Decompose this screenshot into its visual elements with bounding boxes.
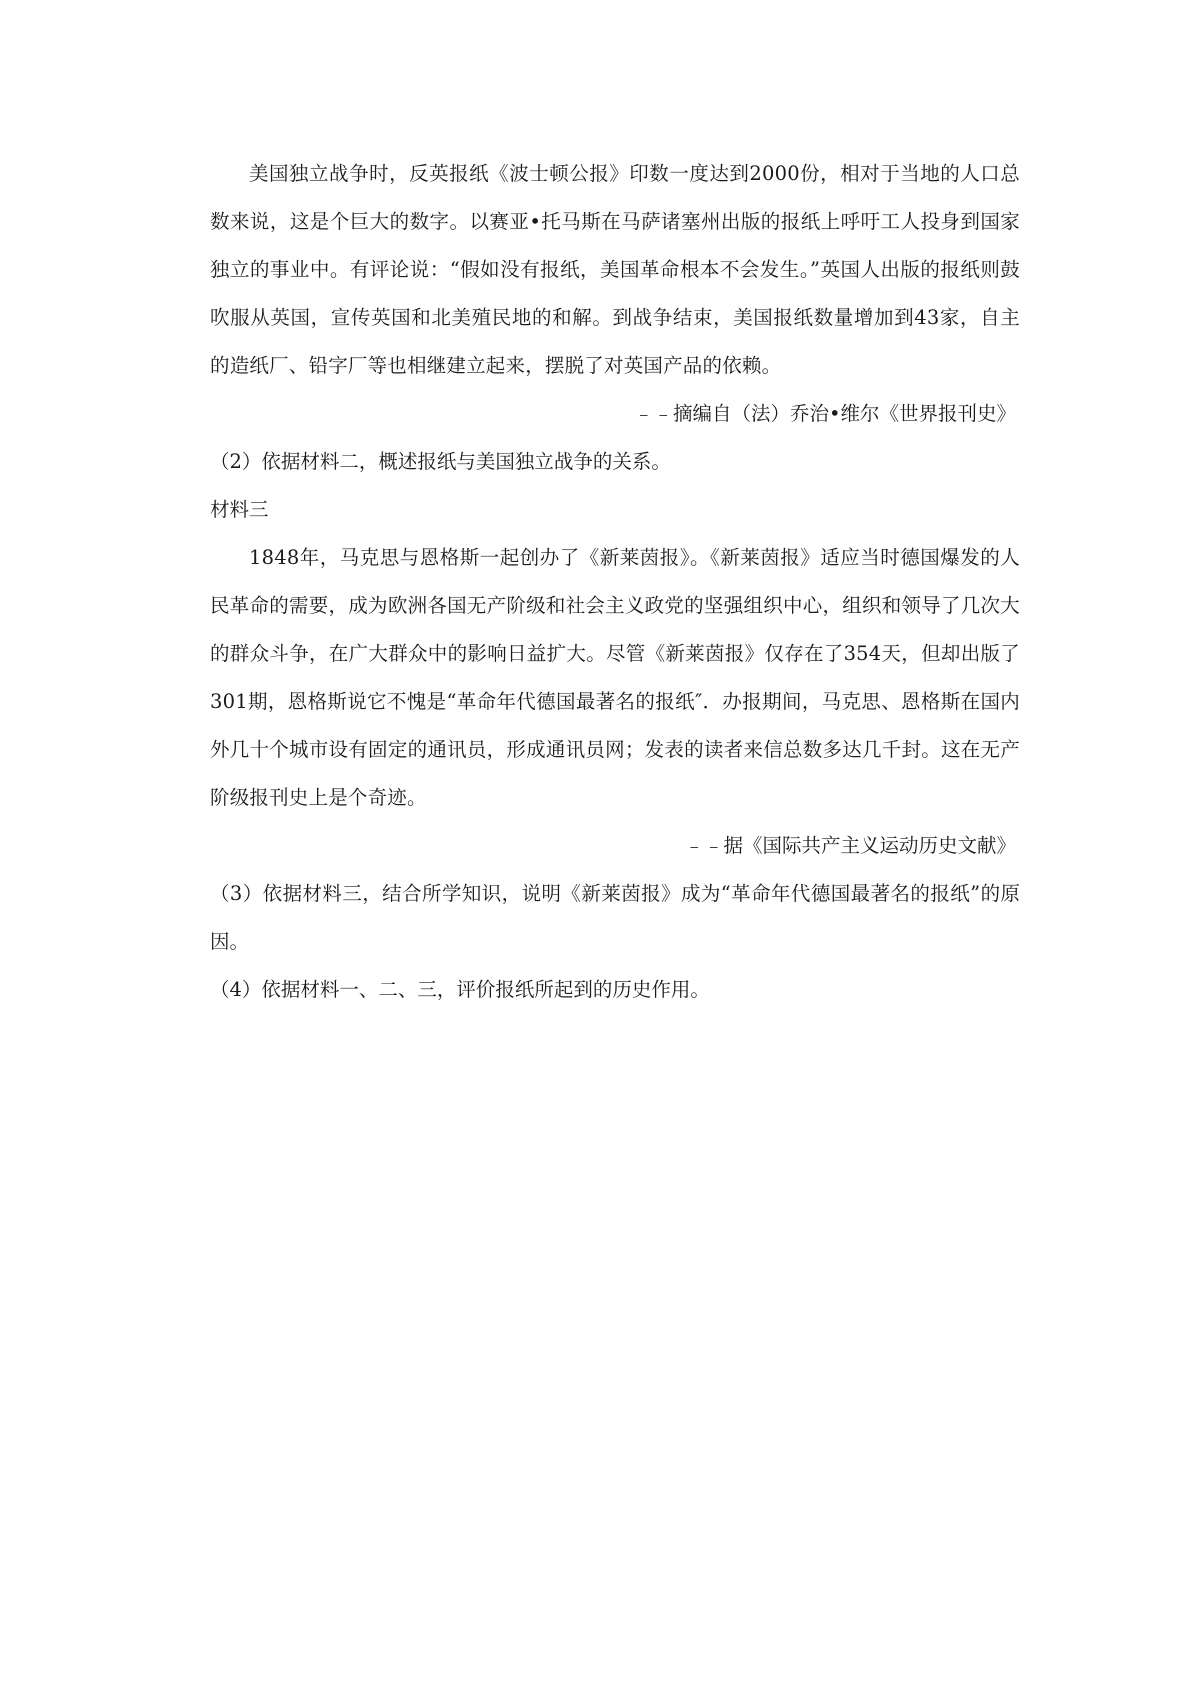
document-body [210,150,1020,1014]
material2-paragraph: 美国独立战争时，反英报纸《波士顿公报》印数一度达到2000份，相对于当地的人口总数来说，这是个巨大的数字。以赛亚•托马斯在马萨诸塞州出版的报纸上呼吁工人投身到国家独立的事业中。有评论说：“假如没有报纸，美国革命根本不会发生。”英国人出版的报纸则鼓吹服从英国，宣传英国和北美殖民地的和解。到战争结束，美国报纸数量增加到43家，自主的造纸厂、铅字厂等也相继建立起来，摆脱了对英国产品的依赖。 [210,162,1020,377]
material2-source: ﹣﹣摘编自（法）乔治•维尔《世界报刊史》 [633,402,1016,425]
question-3: （3）依据材料三，结合所学知识，说明《新莱茵报》成为“革命年代德国最著名的报纸”的原因。 [210,882,1020,953]
material3-paragraph: 1848年，马克思与恩格斯一起创办了《新莱茵报》。《新莱茵报》适应当时德国爆发的人民革命的需要，成为欧洲各国无产阶级和社会主义政党的坚强组织中心，组织和领导了几次大的群众斗争，在广大群众中的影响日益扩大。尽管《新莱茵报》仅存在了354天，但却出版了301期，恩格斯说它不愧是“革命年代德国最著名的报纸″．办报期间，马克思、恩格斯在国内外几十个城市设有固定的通讯员，形成通讯员网；发表的读者来信总数多达几千封。这在无产阶级报刊史上是个奇迹。 [210,546,1020,809]
question-4: （4）依据材料一、二、三，评价报纸所起到的历史作用。 [210,978,710,1001]
material3-label: 材料三 [210,498,269,521]
material3-source: ﹣﹣据《国际共产主义运动历史文献》 [684,834,1016,857]
question-2: （2）依据材料二，概述报纸与美国独立战争的关系。 [210,450,671,473]
